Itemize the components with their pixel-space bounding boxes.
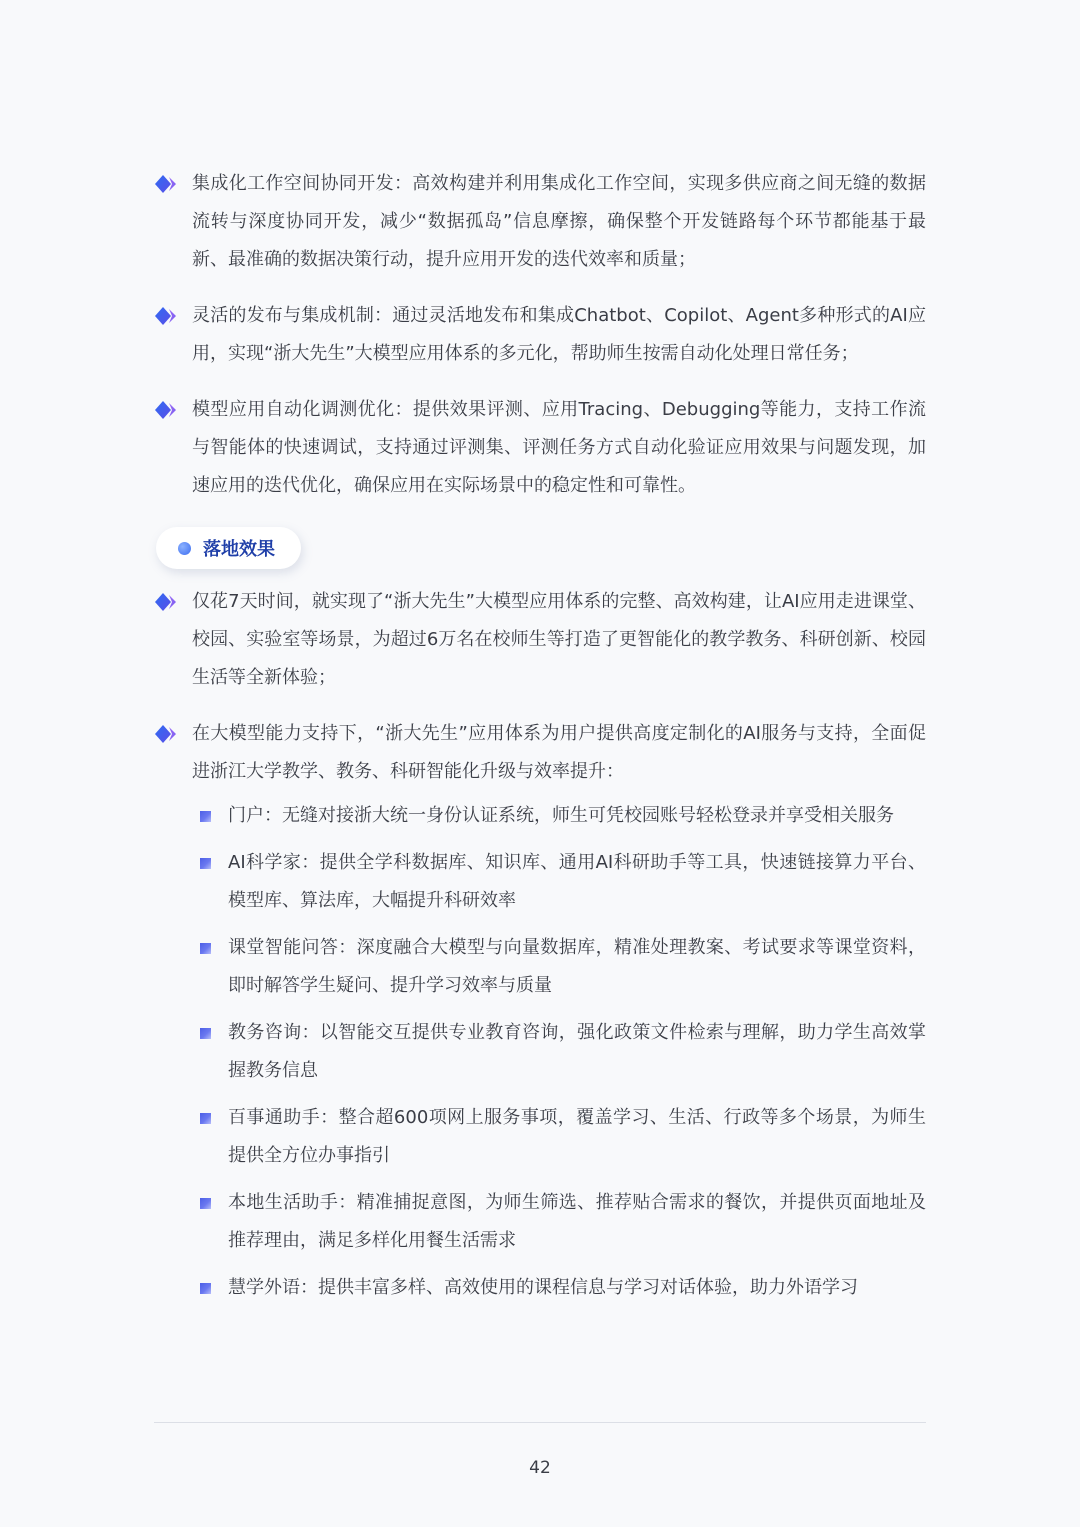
service-text: 门户：无缝对接浙大统一身份认证系统，师生可凭校园账号轻松登录并享受相关服务 (228, 805, 894, 826)
service-item-ai-scientist (200, 844, 926, 920)
service-item-local-life (200, 1184, 926, 1260)
service-text: AI科学家：提供全学科数据库、知识库、通用AI科研助手等工具，快速链接算力平台、模型库、算法库，大幅提升科研效率 (228, 852, 926, 911)
service-text: 百事通助手：整合超600项网上服务事项，覆盖学习、生活、行政等多个场景，为师生提供全方位办事指引 (228, 1107, 926, 1166)
service-text: 本地生活助手：精准捕捉意图，为师生筛选、推荐贴合需求的餐饮，并提供页面地址及推荐理由，满足多样化用餐生活需求 (228, 1192, 926, 1251)
square-bullet-icon (200, 811, 211, 822)
services-list (154, 797, 926, 1307)
square-bullet-icon (200, 1028, 211, 1039)
square-bullet-icon (200, 858, 211, 869)
diamond-bullet-icon (154, 174, 180, 194)
diamond-bullet-icon (154, 306, 180, 326)
result-text: 仅花7天时间，就实现了“浙大先生”大模型应用体系的完整、高效构建，让AI应用走进课堂、校园、实验室等场景，为超过6万名在校师生等打造了更智能化的教学教务、科研创新、校园生活等全新体验； (192, 591, 926, 688)
service-item-academic-affairs (200, 1014, 926, 1090)
result-text: 在大模型能力支持下，“浙大先生”应用体系为用户提供高度定制化的AI服务与支持，全面促进浙江大学教学、教务、科研智能化升级与效率提升： (192, 723, 926, 782)
service-text: 慧学外语：提供丰富多样、高效使用的课程信息与学习对话体验，助力外语学习 (228, 1277, 858, 1298)
service-text: 课堂智能问答：深度融合大模型与向量数据库，精准处理教案、考试要求等课堂资料，即时解答学生疑问、提升学习效率与质量 (228, 937, 926, 996)
result-item-seven-days (154, 583, 926, 697)
square-bullet-icon (200, 1113, 211, 1124)
feature-item-publishing (154, 297, 926, 373)
section-heading-pill (156, 527, 301, 569)
page-number: 42 (529, 1458, 551, 1478)
feature-item-workspace (154, 165, 926, 279)
feature-text: 模型应用自动化调测优化：提供效果评测、应用Tracing、Debugging等能力，支持工作流与智能体的快速调试，支持通过评测集、评测任务方式自动化验证应用效果与问题发现，加速应用的迭代优化，确保应用在实际场景中的稳定性和可靠性。 (192, 399, 926, 496)
square-bullet-icon (200, 1283, 211, 1294)
service-item-foreign-language (200, 1269, 926, 1307)
result-item-customized-ai (154, 715, 926, 791)
service-item-portal (200, 797, 926, 835)
service-item-assistant (200, 1099, 926, 1175)
diamond-bullet-icon (154, 592, 180, 612)
square-bullet-icon (200, 943, 211, 954)
feature-item-debugging (154, 391, 926, 505)
service-item-classroom-qa (200, 929, 926, 1005)
feature-text: 集成化工作空间协同开发：高效构建并利用集成化工作空间，实现多供应商之间无缝的数据流转与深度协同开发，减少“数据孤岛”信息摩擦，确保整个开发链路每个环节都能基于最新、最准确的数据决策行动，提升应用开发的迭代效率和质量； (192, 173, 926, 270)
square-bullet-icon (200, 1198, 211, 1209)
footer-divider (154, 1422, 926, 1423)
diamond-bullet-icon (154, 724, 180, 744)
diamond-bullet-icon (154, 400, 180, 420)
section-title: 落地效果 (203, 539, 275, 560)
dot-icon (178, 542, 191, 555)
feature-text: 灵活的发布与集成机制：通过灵活地发布和集成Chatbot、Copilot、Agent多种形式的AI应用，实现“浙大先生”大模型应用体系的多元化，帮助师生按需自动化处理日常任务； (192, 305, 926, 364)
service-text: 教务咨询：以智能交互提供专业教育咨询，强化政策文件检索与理解，助力学生高效掌握教务信息 (228, 1022, 926, 1081)
page-content (154, 165, 926, 1316)
